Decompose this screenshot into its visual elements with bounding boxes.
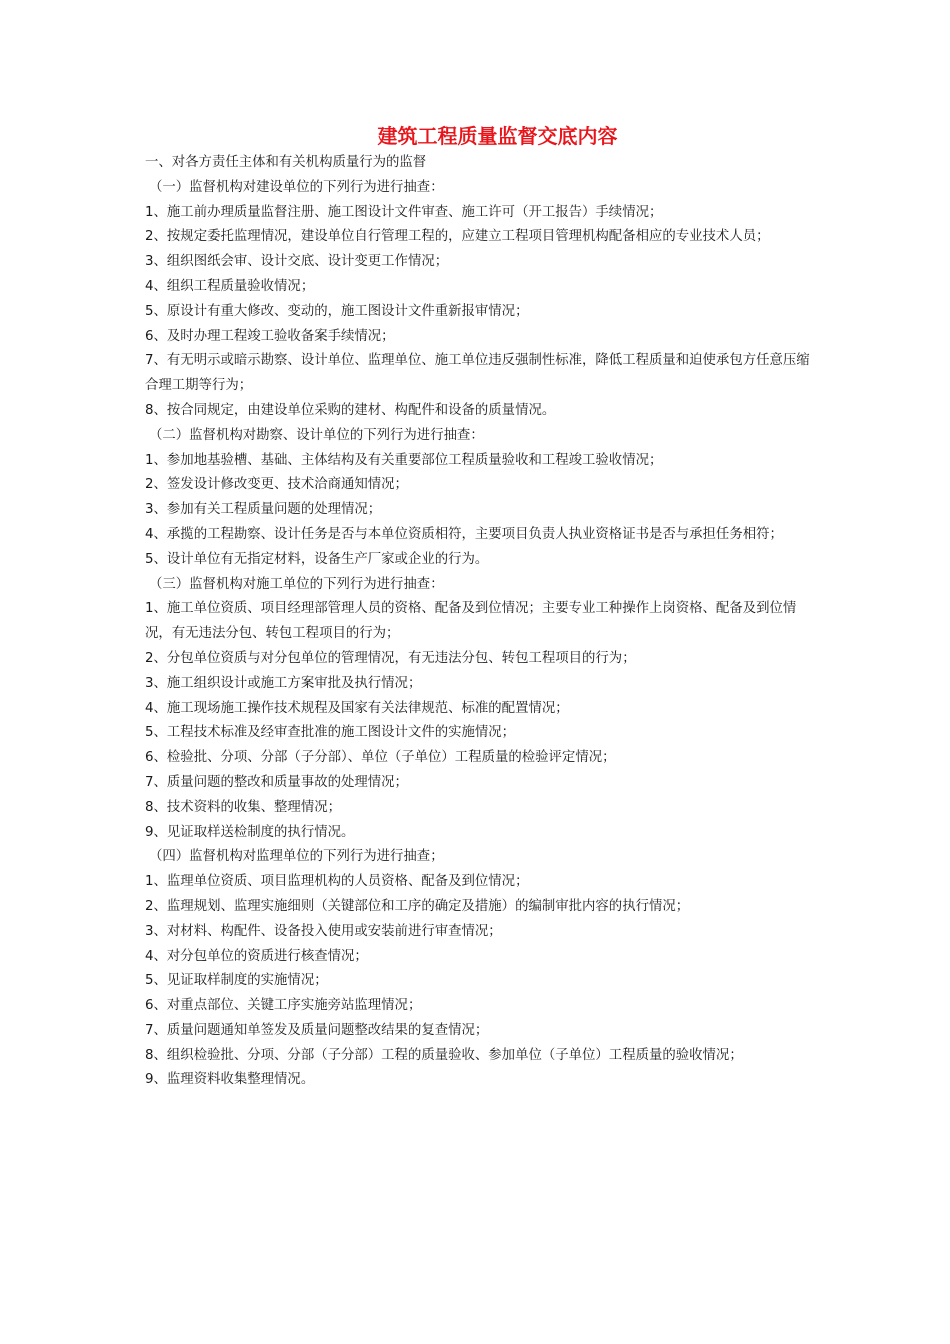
section-heading: （一）监督机构对建设单位的下列行为进行抽查：: [149, 179, 444, 195]
list-item: 5、见证取样制度的实施情况；: [145, 973, 328, 989]
list-item: 6、检验批、分项、分部（子分部）、单位（子单位）工程质量的检验评定情况；: [145, 750, 616, 766]
list-item: 7、质量问题的整改和质量事故的处理情况；: [145, 774, 408, 790]
list-item: 2、监理规划、监理实施细则（关键部位和工序的确定及措施）的编制审批内容的执行情况；: [145, 898, 690, 914]
list-item: 3、参加有关工程质量问题的处理情况；: [145, 502, 382, 518]
list-item: 2、按规定委托监理情况，建设单位自行管理工程的，应建立工程项目管理机构配备相应的专业技术人员；: [145, 229, 770, 245]
document-title: 建筑工程质量监督交底内容: [377, 124, 618, 148]
list-item: 6、对重点部位、关键工序实施旁站监理情况；: [145, 998, 422, 1014]
list-item: 3、对材料、构配件、设备投入使用或安装前进行审查情况；: [145, 923, 502, 939]
list-item: 3、组织图纸会审、设计交底、设计变更工作情况；: [145, 254, 449, 270]
list-item: 5、设计单位有无指定材料，设备生产厂家或企业的行为。: [145, 551, 489, 567]
section-heading: （三）监督机构对施工单位的下列行为进行抽查：: [149, 576, 444, 592]
list-item: 7、有无明示或暗示勘察、设计单位、监理单位、施工单位违反强制性标准，降低工程质量和迫使承包方任意压缩合理工期等行为；: [145, 353, 810, 394]
document-body: [145, 151, 810, 1093]
list-item: 1、施工单位资质、项目经理部管理人员的资格、配备及到位情况；主要专业工种操作上岗资格、配备及到位情况，有无违法分包、转包工程项目的行为；: [145, 601, 797, 642]
list-item: 5、原设计有重大修改、变动的，施工图设计文件重新报审情况；: [145, 303, 529, 319]
list-item: 4、承揽的工程勘察、设计任务是否与本单位资质相符，主要项目负责人执业资格证书是否与承担任务相符；: [145, 526, 783, 542]
list-item: 7、质量问题通知单签发及质量问题整改结果的复查情况；: [145, 1022, 489, 1038]
section-construction-contractor: [145, 573, 810, 846]
list-item: 3、施工组织设计或施工方案审批及执行情况；: [145, 675, 422, 691]
section-survey-design-unit: [145, 424, 810, 573]
section-construction-unit: [145, 176, 810, 424]
list-item: 1、监理单位资质、项目监理机构的人员资格、配备及到位情况；: [145, 874, 529, 890]
list-item: 9、监理资料收集整理情况。: [145, 1072, 315, 1088]
list-item: 1、施工前办理质量监督注册、施工图设计文件审查、施工许可（开工报告）手续情况；: [145, 204, 663, 220]
section-heading: （二）监督机构对勘察、设计单位的下列行为进行抽查：: [149, 427, 484, 443]
list-item: 4、施工现场施工操作技术规程及国家有关法律规范、标准的配置情况；: [145, 700, 569, 716]
list-item: 5、工程技术标准及经审查批准的施工图设计文件的实施情况；: [145, 725, 516, 741]
list-item: 2、签发设计修改变更、技术洽商通知情况；: [145, 477, 408, 493]
main-heading: 一、对各方责任主体和有关机构质量行为的监督: [145, 155, 427, 170]
list-item: 6、及时办理工程竣工验收备案手续情况；: [145, 328, 395, 344]
list-item: 8、组织检验批、分项、分部（子分部）工程的质量验收、参加单位（子单位）工程质量的验收情况；: [145, 1047, 743, 1063]
list-item: 4、对分包单位的资质进行核查情况；: [145, 948, 368, 964]
list-item: 8、按合同规定，由建设单位采购的建材、构配件和设备的质量情况。: [145, 402, 556, 418]
list-item: 8、技术资料的收集、整理情况；: [145, 799, 341, 815]
section-heading: （四）监督机构对监理单位的下列行为进行抽查；: [149, 849, 444, 865]
section-supervision-unit: [145, 845, 810, 1093]
list-item: 9、见证取样送检制度的执行情况。: [145, 824, 355, 840]
list-item: 1、参加地基验槽、基础、主体结构及有关重要部位工程质量验收和工程竣工验收情况；: [145, 452, 663, 468]
list-item: 4、组织工程质量验收情况；: [145, 278, 315, 294]
list-item: 2、分包单位资质与对分包单位的管理情况，有无违法分包、转包工程项目的行为；: [145, 650, 636, 666]
